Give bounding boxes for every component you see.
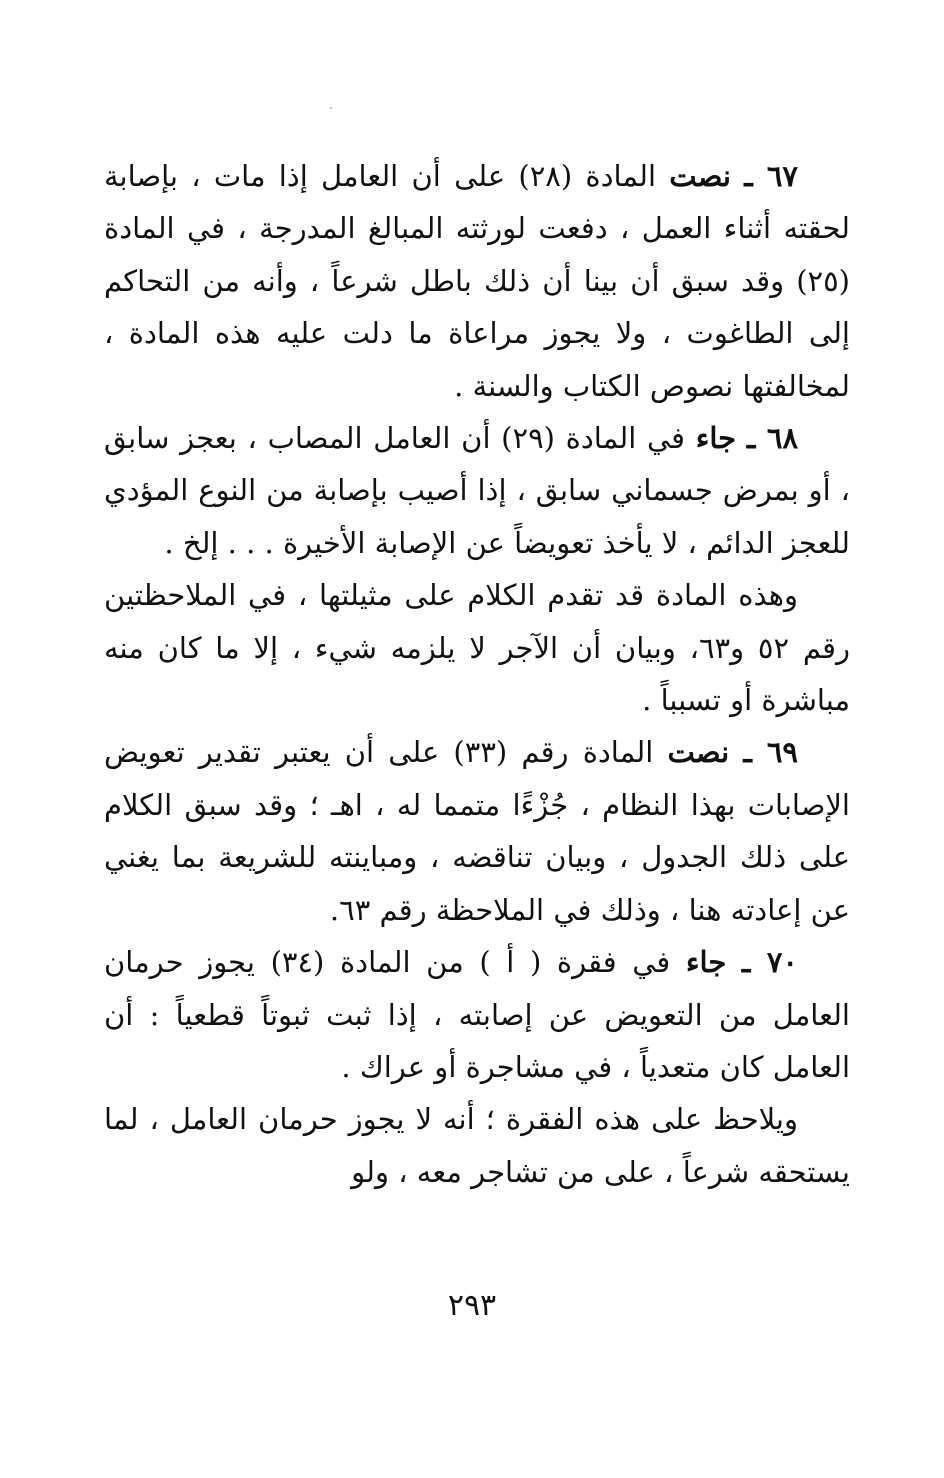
item-keyword: جاء (685, 945, 727, 980)
item-number: ٧٠ ـ (741, 945, 799, 980)
paragraph-70-comment (104, 1093, 850, 1198)
paragraph-text: المادة رقم (٣٣) على أن يعتبر تقدير تعويض الإصابات بهذا النظام ، جُزْءًا متمما له ، اهـ ؛ وقد سبق الكلام على ذلك الجدول ، وبيان تناقضه ، ومباينته للشريعة بما يغني عن إعادته هنا ، وذلك في الملاحظة رقم ٦٣. (104, 735, 850, 927)
paragraph-68 (104, 412, 850, 569)
paragraph-text: ويلاحظ على هذه الفقرة ؛ أنه لا يجوز حرمان العامل ، لما يستحقه شرعاً ، على من تشاجر معه ، ولو (104, 1102, 850, 1189)
item-keyword: نصت (667, 735, 730, 770)
paragraph-text: في فقرة ( أ ) من المادة (٣٤) يجوز حرمان العامل من التعويض عن إصابته ، إذا ثبت ثبوتاً قطعياً : أن العامل كان متعدياً ، في مشاجرة أو عراك . (104, 945, 850, 1084)
paragraph-text: في المادة (٢٩) أن العامل المصاب ، بعجز سابق ، أو بمرض جسماني سابق ، إذا أصيب بإصابة من النوع المؤدي للعجز الدائم ، لا يأخذ تعويضاً عن الإصابة الأخيرة . . . إلخ . (104, 421, 850, 560)
page-number: ٢٩٣ (447, 1288, 497, 1323)
item-number: ٦٨ ـ (746, 421, 799, 456)
body-text (104, 150, 850, 1198)
paragraph-70 (104, 936, 850, 1093)
item-keyword: نصت (669, 159, 731, 193)
item-number: ٦٩ ـ (743, 735, 798, 770)
paragraph-69 (104, 726, 850, 936)
item-keyword: جاء (695, 421, 737, 456)
paragraph-67 (104, 150, 850, 412)
item-number: ٦٧ ـ (744, 159, 799, 193)
paragraph-68-comment (104, 569, 850, 726)
scan-speck (330, 107, 332, 109)
paragraph-text: المادة (٢٨) على أن العامل إذا مات ، بإصابة لحقته أثناء العمل ، دفعت لورثته المبالغ المدرجة ، في المادة (٢٥) وقد سبق أن بينا أن ذلك باطل شرعاً ، وأنه من التحاكم إلى الطاغوت ، ولا يجوز مراعاة ما دلت عليه هذه المادة ، لمخالفتها نصوص الكتاب والسنة . (104, 159, 850, 403)
paragraph-text: وهذه المادة قد تقدم الكلام على مثيلتها ، في الملاحظتين رقم ٥٢ و٦٣، وبيان أن الآجر لا يلزمه شيء ، إلا ما كان منه مباشرة أو تسبباً . (104, 578, 850, 718)
